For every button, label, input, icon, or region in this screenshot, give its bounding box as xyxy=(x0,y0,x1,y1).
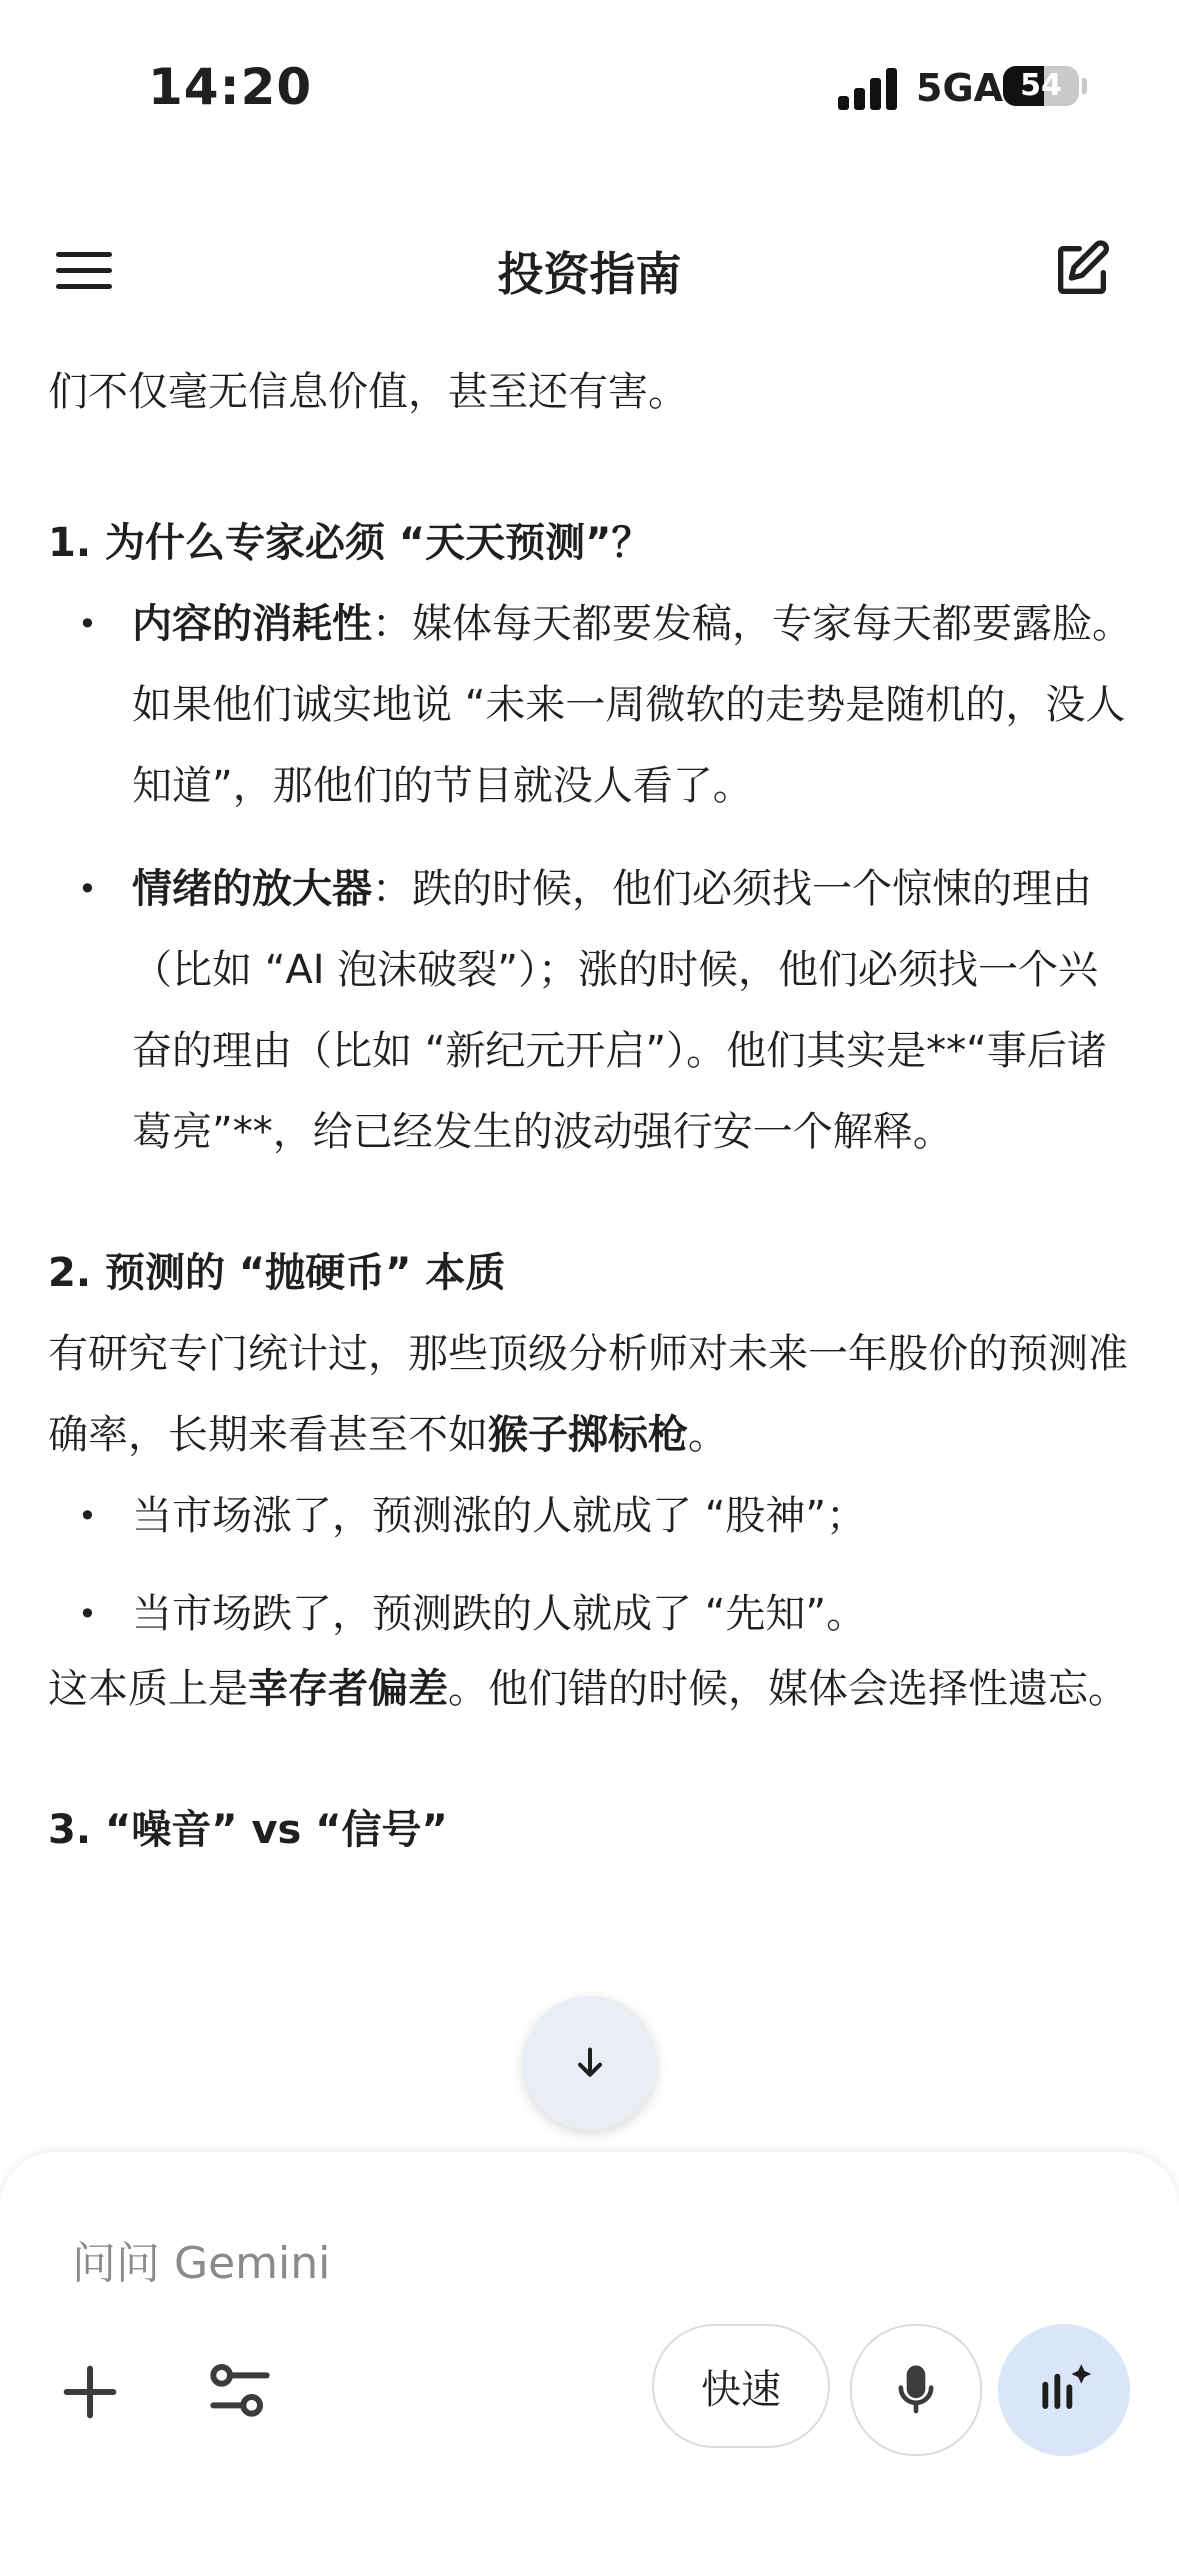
gemini-live-icon xyxy=(1032,2358,1096,2422)
spacer xyxy=(48,827,1138,849)
section-2-list xyxy=(48,1476,1138,1649)
new-chat-edit-icon xyxy=(1050,238,1114,302)
response-content xyxy=(48,352,1138,1871)
tools-button[interactable] xyxy=(200,2352,280,2432)
mode-fast-button[interactable]: 快速 xyxy=(652,2324,830,2448)
intro-text: 们不仅毫无信息价值，甚至还有害。 xyxy=(48,369,688,415)
note-text: 这本质上是 xyxy=(48,1666,248,1712)
spacer xyxy=(48,1557,1138,1579)
status-time: 14:20 xyxy=(148,58,313,116)
spacer xyxy=(48,1730,1138,1790)
bullet-text: ：媒体每天都要发稿，专家每天都要露脸。如果他们诚实地说 “未来一周微软的走势是随机的，没人知道”，那他们的节目就没人看了。 xyxy=(132,601,1132,809)
new-chat-button[interactable] xyxy=(1050,238,1130,318)
spacer xyxy=(48,1173,1138,1233)
section-1-list xyxy=(48,584,1138,1173)
section-2-heading: 2. 预测的 “抛硬币” 本质 xyxy=(48,1250,506,1296)
list-item xyxy=(48,849,1138,1173)
arrow-down-icon xyxy=(570,2043,610,2083)
paragraph-bold: 猴子掷标枪 xyxy=(488,1412,688,1458)
signal-strength-icon xyxy=(838,68,900,110)
list-item: • 当市场跌了，预测跌的人就成了 “先知”。 xyxy=(48,1579,1138,1649)
page-title: 投资指南 xyxy=(497,247,682,301)
voice-input-button[interactable] xyxy=(850,2324,982,2456)
bullet-text: ：跌的时候，他们必须找一个惊悚的理由（比如 “AI 泡沫破裂”）；涨的时候，他们必须找一个兴奋的理由（比如 “新纪元开启”）。他们其实是**“事后诸葛亮”**，给已经发生的波动强行安一个解释。 xyxy=(132,866,1107,1155)
prompt-panel xyxy=(0,2152,1179,2556)
microphone-icon xyxy=(888,2362,944,2418)
section-1-heading: 1. 为什么专家必须 “天天预测”？ xyxy=(48,520,652,566)
section-2-paragraph xyxy=(48,1314,1138,1476)
status-bar xyxy=(0,0,1179,170)
note-bold: 幸存者偏差 xyxy=(248,1666,448,1712)
gemini-live-button[interactable] xyxy=(998,2324,1130,2456)
paragraph-text: 有研究专门统计过，那些顶级分析师对未来一年股价的预测准确率，长期来看甚至不如 xyxy=(48,1331,1128,1458)
bullet-term: 内容的消耗性 xyxy=(132,601,372,647)
bullet-term: 情绪的放大器 xyxy=(132,866,372,912)
plus-icon xyxy=(50,2352,130,2432)
note-text: 。他们错的时候，媒体会选择性遗忘。 xyxy=(448,1666,1128,1712)
battery-icon xyxy=(1003,66,1079,106)
network-type: 5GA xyxy=(916,66,1004,110)
paragraph-text: 。 xyxy=(688,1412,728,1458)
battery-percent: 54 xyxy=(1020,68,1062,103)
tools-sliders-icon xyxy=(200,2352,280,2432)
app-header xyxy=(0,200,1179,340)
section-3-heading: 3. “噪音” vs “信号” xyxy=(48,1807,448,1853)
section-2-note xyxy=(48,1649,1138,1730)
add-attachment-button[interactable] xyxy=(50,2352,130,2432)
battery-tip xyxy=(1082,78,1087,94)
prompt-input[interactable] xyxy=(70,2222,974,2304)
list-item xyxy=(48,584,1138,827)
scroll-to-bottom-button[interactable] xyxy=(523,1996,657,2130)
list-item: • 当市场涨了，预测涨的人就成了 “股神”； xyxy=(48,1476,1138,1557)
spacer xyxy=(48,433,1138,503)
